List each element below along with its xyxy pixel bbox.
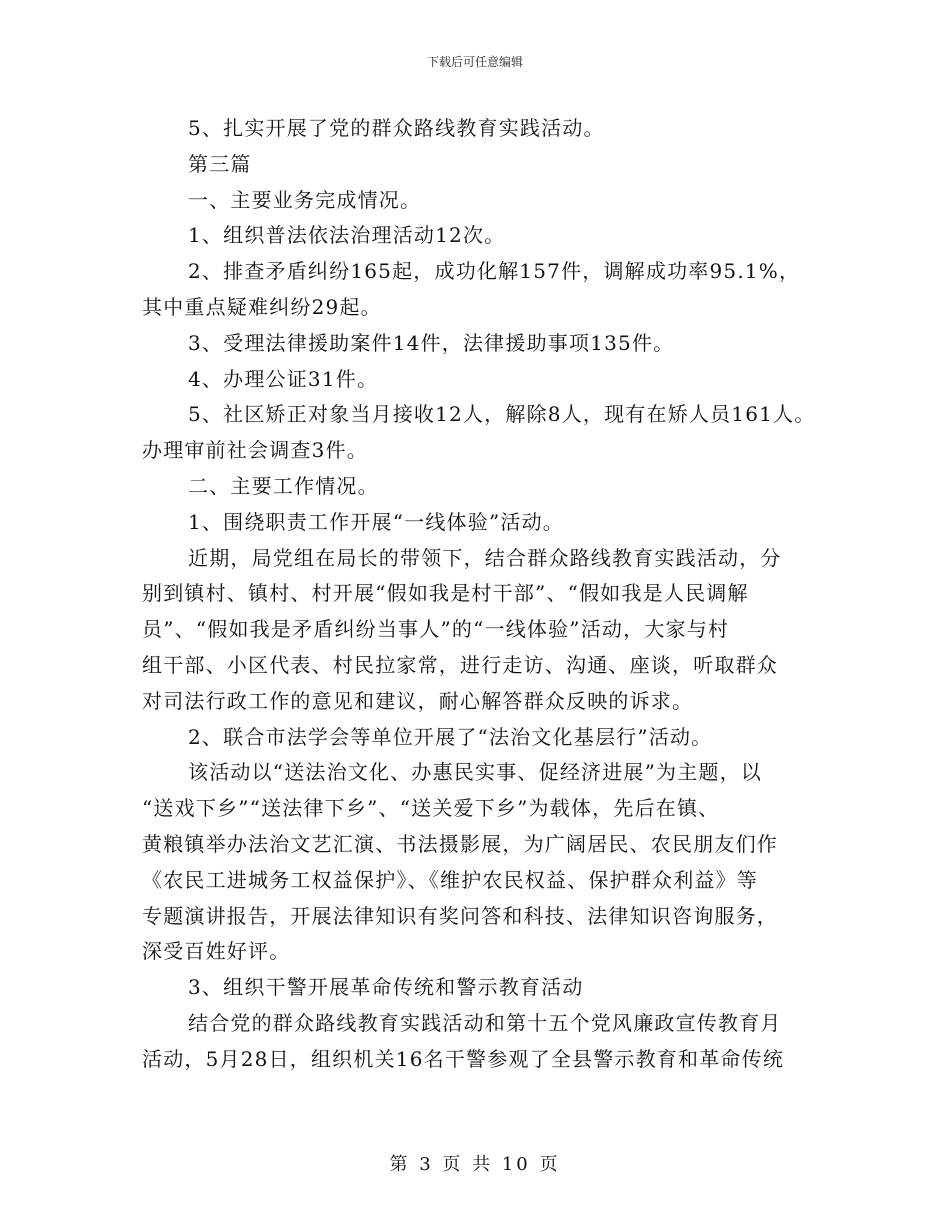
text-line: 别到镇村、镇村、村开展“假如我是村干部”、“假如我是人民调解 xyxy=(142,581,749,606)
text-line: 第三篇 xyxy=(188,151,252,176)
text-line: 黄粮镇举办法治文艺汇演、书法摄影展，为广阔居民、农民朋友们作 xyxy=(142,831,778,856)
text-line: 其中重点疑难纠纷29起。 xyxy=(142,294,382,319)
text-line: 2、排查矛盾纠纷165起，成功化解157件，调解成功率95.1%， xyxy=(188,259,801,284)
text-line: 专题演讲报告，开展法律知识有奖问答和科技、法律知识咨询服务， xyxy=(142,903,778,928)
text-line: 组干部、小区代表、村民拉家常，进行走访、沟通、座谈，听取群众 xyxy=(142,652,778,677)
text-line: 深受百姓好评。 xyxy=(142,939,291,964)
document-body xyxy=(142,111,816,1078)
text-line: 对司法行政工作的意见和建议，耐心解答群众反映的诉求。 xyxy=(142,688,694,713)
text-line: 二、主要工作情况。 xyxy=(188,473,379,498)
text-line: 办理审前社会调查3件。 xyxy=(142,438,368,463)
text-line: 一、主要业务完成情况。 xyxy=(188,187,422,212)
text-line: 3、组织干警开展革命传统和警示教育活动 xyxy=(188,975,584,1000)
text-line: 2、联合市法学会等单位开展了“法治文化基层行”活动。 xyxy=(188,724,713,749)
text-line: 1、围绕职责工作开展“一线体验”活动。 xyxy=(188,509,564,534)
text-line: 5、扎实开展了党的群众路线教育实践活动。 xyxy=(188,116,605,140)
text-line: 结合党的群众路线教育实践活动和第十五个党风廉政宣传教育月 xyxy=(188,1010,782,1035)
page-header: 下载后可任意编辑 xyxy=(426,55,523,69)
text-line: 该活动以“送法治文化、办惠民实事、促经济进展”为主题，以 xyxy=(188,760,763,785)
text-line: 活动，5月28日，组织机关16名干警参观了全县警示教育和革命传统 xyxy=(142,1046,785,1071)
text-line: 员”、“假如我是矛盾纠纷当事人”的“一线体验”活动，大家与村 xyxy=(142,617,730,642)
text-line: 1、组织普法依法治理活动12次。 xyxy=(188,223,506,248)
page-number: 第 3 页 共 10 页 xyxy=(389,1154,561,1175)
text-line: 5、社区矫正对象当月接收12人，解除8人，现有在矫人员161人。 xyxy=(188,402,816,427)
text-line: 近期，局党组在局长的带领下，结合群众路线教育实践活动，分 xyxy=(188,545,782,570)
text-line: “送戏下乡”“送法律下乡”、“送关爱下乡”为载体，先后在镇、 xyxy=(142,796,720,821)
text-line: 《农民工进城务工权益保护》、《维护农民权益、保护群众利益》等 xyxy=(142,867,758,892)
text-line: 3、受理法律援助案件14件，法律援助事项135件。 xyxy=(188,330,675,355)
text-line: 4、办理公证31件。 xyxy=(188,366,379,391)
